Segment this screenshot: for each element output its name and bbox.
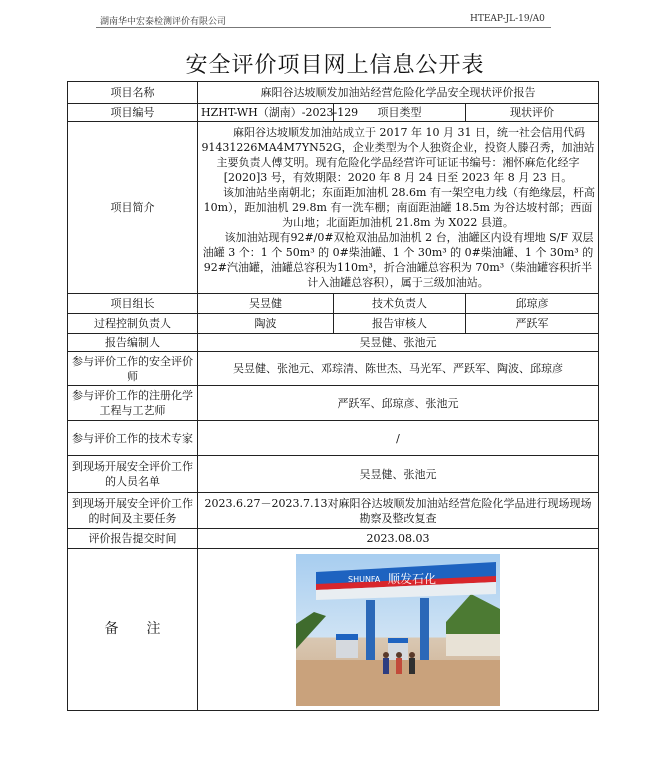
row-compiler (68, 334, 599, 352)
site-staff-label: 到现场开展安全评价工作的人员名单 (68, 456, 198, 493)
canopy-brand: SHUNFA (348, 574, 381, 584)
gas-station-illustration (296, 554, 500, 706)
experts-label: 参与评价工作的技术专家 (68, 421, 198, 456)
tech-lead-label: 技术负责人 (334, 294, 466, 314)
tech-lead-value: 邱琼彦 (466, 294, 599, 314)
process-value: 陶波 (198, 314, 334, 334)
intro-paragraph: 该加油站现有92#/0#双枪双油品加油机 2 台，油罐区内设有埋地 S/F 双层油罐 3 个：1 个 50m³ 的 0#柴油罐、1 个 30m³ 的 0#柴油罐、1 个 30m³ 的 92#汽油罐，油罐总容积为110m³，折合油罐总容积为 70m³（柴油罐容积折半计入油罐总容积），属于三级加油站。 (202, 231, 594, 289)
site-time-label: 到现场开展安全评价工作的时间及主要任务 (68, 493, 198, 529)
gas-station-photo (296, 554, 500, 706)
leader-label: 项目组长 (68, 294, 198, 314)
project-no-label: 项目编号 (68, 104, 198, 122)
row-project-name (68, 82, 599, 104)
intro-paragraph: 该加油站坐南朝北；东面距加油机 28.6m 有一架空电力线（有绝缘层，杆高 10m），距加油机 29.8m 有一洗车棚；南面距油罐 18.5m 为谷达坡村部；西面为山地；北面距加油机 21.8m 为 X022 县道。 (203, 186, 595, 229)
project-type-label: 项目类型 (334, 104, 466, 122)
row-engineers (68, 386, 599, 421)
submit-time-label: 评价报告提交时间 (68, 529, 198, 549)
site-time-value: 2023.6.27－2023.7.13对麻阳谷达坡顺发加油站经营危险化学品进行现场现场勘察及整改复查 (198, 493, 599, 529)
canopy-pillar (420, 598, 429, 660)
reviewer-label: 报告审核人 (334, 314, 466, 334)
remarks-label: 备 注 (68, 549, 198, 711)
info-table (67, 81, 599, 711)
row-intro (68, 122, 599, 294)
row-site-time (68, 493, 599, 529)
intro-paragraph: 麻阳谷达坡顺发加油站成立于 2017 年 10 月 31 日，统一社会信用代码 91431226MA4M7YN52G，企业类型为个人独资企业，投资人滕召秀，加油站主要负责人傅艾明。现有危险化学品经营许可证证书编号：湘怀麻危化经字[2020]3 号，有效期限：2020 年 8 月 24 日至 2023 年 8 月 23 日。 (201, 126, 595, 184)
company-name: 湖南华中宏泰检测评价有限公司 (100, 17, 227, 27)
row-remarks (68, 549, 599, 711)
fuel-dispenser-top (388, 638, 408, 643)
experts-value: / (198, 421, 599, 456)
fuel-dispenser-top (336, 634, 358, 640)
canopy-pillar (366, 600, 375, 660)
compiler-label: 报告编制人 (68, 334, 198, 352)
row-project-no (68, 104, 599, 122)
row-site-staff (68, 456, 599, 493)
row-submit-time (68, 529, 599, 549)
row-process (68, 314, 599, 334)
project-name-value: 麻阳谷达坡顺发加油站经营危险化学品安全现状评价报告 (198, 82, 599, 104)
header-divider (96, 27, 551, 28)
row-leader (68, 294, 599, 314)
person (409, 658, 415, 674)
canopy-text: 顺发石化 (388, 571, 437, 586)
site-staff-value: 吴昱健、张池元 (198, 456, 599, 493)
person (396, 658, 402, 674)
document-code: HTEAP-JL-19/A0 (470, 14, 545, 24)
compiler-value: 吴昱健、张池元 (198, 334, 599, 352)
project-no-value: HZHT-WH（湖南）-2023-129 (198, 104, 334, 122)
reviewer-value: 严跃军 (466, 314, 599, 334)
person-head (383, 652, 389, 658)
row-experts (68, 421, 599, 456)
intro-label: 项目简介 (68, 122, 198, 294)
tree-left (296, 612, 326, 649)
submit-time-value: 2023.08.03 (198, 529, 599, 549)
remarks-cell (198, 549, 599, 711)
process-label: 过程控制负责人 (68, 314, 198, 334)
leader-value: 吴昱健 (198, 294, 334, 314)
person-head (396, 652, 402, 658)
person-head (409, 652, 415, 658)
evaluators-value: 吴昱健、张池元、邓琮清、陈世杰、马光军、严跃军、陶波、邱琼彦 (198, 352, 599, 386)
intro-text (198, 122, 599, 294)
building-right (446, 634, 500, 656)
row-evaluators (68, 352, 599, 386)
page-title: 安全评价项目网上信息公开表 (185, 53, 485, 78)
project-type-value: 现状评价 (466, 104, 599, 122)
engineers-value: 严跃军、邱琼彦、张池元 (198, 386, 599, 421)
evaluators-label: 参与评价工作的安全评价师 (68, 352, 198, 386)
project-name-label: 项目名称 (68, 82, 198, 104)
engineers-label: 参与评价工作的注册化学工程与工艺师 (68, 386, 198, 421)
person (383, 658, 389, 674)
